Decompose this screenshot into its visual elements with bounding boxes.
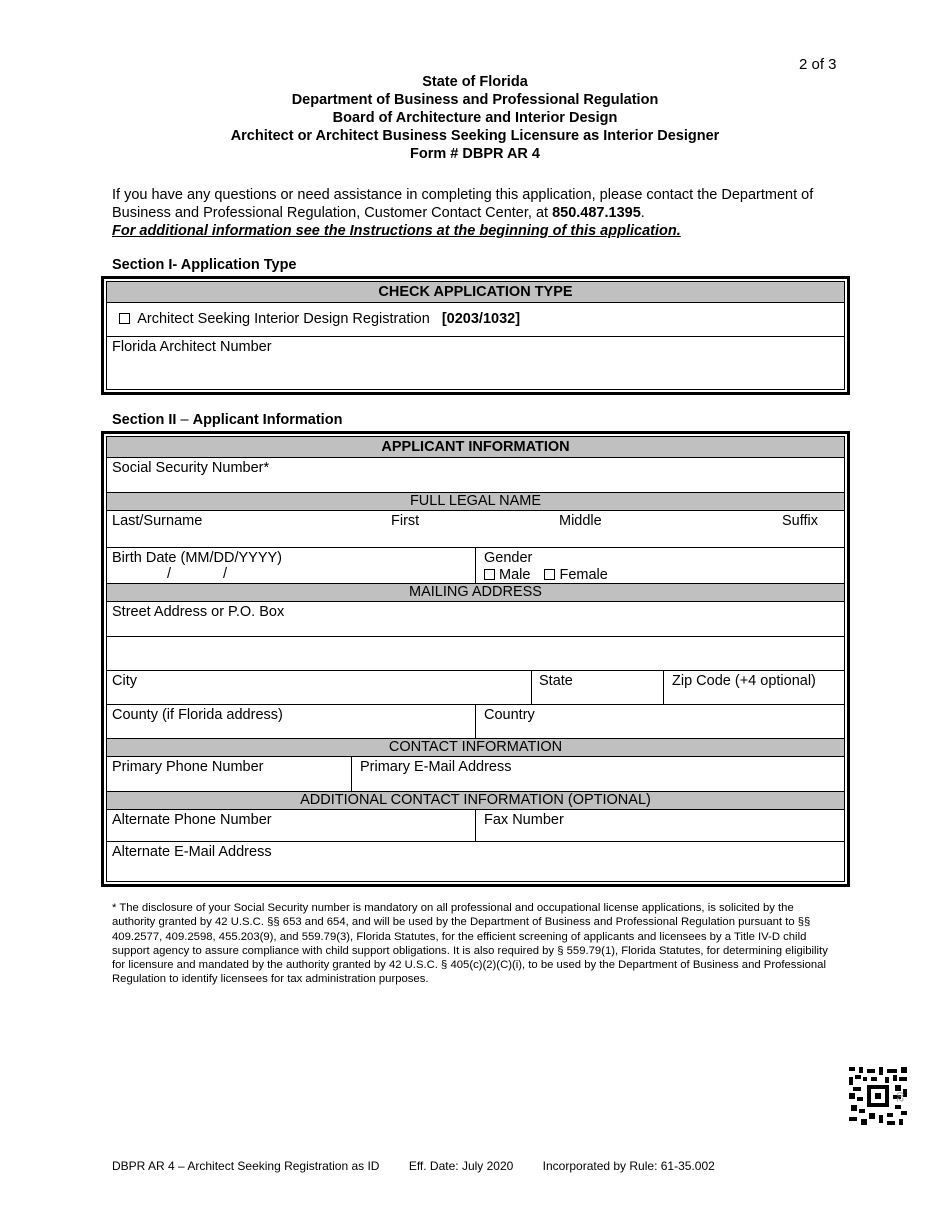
- checkbox-icon[interactable]: [119, 313, 130, 324]
- application-type-code: [0203/1032]: [441, 311, 521, 327]
- street-address-line2-field[interactable]: [107, 637, 844, 671]
- city-field[interactable]: [107, 671, 531, 704]
- alt-email-label: Alternate E-Mail Address: [112, 844, 272, 860]
- street-address-field[interactable]: [107, 602, 844, 637]
- qr-label: 02: [895, 1092, 905, 1103]
- architect-number-field[interactable]: [107, 337, 844, 389]
- ssn-label: Social Security Number*: [112, 460, 270, 476]
- contact-phone: 850.487.1395: [552, 205, 641, 221]
- last-name-field[interactable]: Last/Surname: [112, 513, 203, 529]
- application-type-row: [107, 303, 844, 337]
- state-field[interactable]: [531, 671, 663, 704]
- legal-name-heading: FULL LEGAL NAME: [107, 493, 844, 511]
- county-field[interactable]: [107, 705, 475, 738]
- header-state: State of Florida: [422, 74, 528, 90]
- architect-number-label: Florida Architect Number: [112, 339, 272, 355]
- alt-phone-fax-row: [107, 810, 844, 842]
- zip-label: Zip Code (+4 optional): [672, 673, 816, 689]
- primary-email-label: Primary E-Mail Address: [360, 759, 512, 775]
- birth-date-field[interactable]: [107, 548, 475, 583]
- zip-field[interactable]: [663, 671, 844, 704]
- page-number: 2 of 3: [799, 56, 837, 73]
- mailing-address-heading: MAILING ADDRESS: [107, 584, 844, 602]
- county-country-row: [107, 705, 844, 739]
- ssn-disclosure-footnote: * The disclosure of your Social Security number is mandatory on all professional and occupational license applications, is solicited by the authority granted by 42 U.S.C. §§ 653 and 654, and will be used by the Department of Business and Professional Regulation pursuant to §§ 409.2577, 409.2598, 455.203(9), and 559.79(3), Florida Statutes, for the efficient screening of applicants and licensees by a Title IV-D child support agency to assure compliance with child support obligations. It is also required by § 559.79(1), Florida Statutes, for determining eligibility for licensure and mandated by the authority granted by 42 U.S.C. § 405(c)(2)(C)(i), to be used by the Department of Business and Professional Regulation to identify licensees for tax administration purposes.: [112, 902, 828, 986]
- city-label: City: [112, 673, 137, 689]
- checkbox-icon[interactable]: [544, 569, 555, 580]
- county-label: County (if Florida address): [112, 707, 283, 723]
- suffix-field[interactable]: Suffix: [782, 513, 819, 529]
- contact-info-heading: CONTACT INFORMATION: [107, 739, 844, 757]
- instructions-note: For additional information see the Instructions at the beginning of this application.: [112, 223, 681, 239]
- alt-phone-field[interactable]: [107, 810, 475, 841]
- application-type-option[interactable]: Architect Seeking Interior Design Registration: [137, 311, 430, 327]
- footer-effective-date: Eff. Date: July 2020: [408, 1159, 514, 1173]
- male-option[interactable]: Male: [499, 567, 531, 583]
- header-form-title: Architect or Architect Business Seeking Licensure as Interior Designer: [230, 128, 720, 144]
- checkbox-icon[interactable]: [484, 569, 495, 580]
- header-department: Department of Business and Professional Regulation: [291, 92, 659, 108]
- header-form-number: Form # DBPR AR 4: [410, 146, 540, 162]
- primary-phone-label: Primary Phone Number: [112, 759, 264, 775]
- first-name-field[interactable]: First: [391, 513, 420, 529]
- alt-email-field[interactable]: [107, 842, 844, 881]
- fax-field[interactable]: [475, 810, 844, 841]
- street-address-label: Street Address or P.O. Box: [112, 604, 285, 620]
- city-state-zip-row: [107, 671, 844, 705]
- legal-name-row: [107, 511, 844, 548]
- country-field[interactable]: [475, 705, 844, 738]
- ssn-field[interactable]: [107, 458, 844, 493]
- applicant-info-heading: APPLICANT INFORMATION: [107, 437, 844, 458]
- birth-date-separator-1: /: [167, 566, 172, 582]
- additional-contact-heading: ADDITIONAL CONTACT INFORMATION (OPTIONAL): [107, 792, 844, 810]
- form-header: [0, 73, 950, 163]
- gender-label: Gender: [484, 550, 533, 566]
- middle-name-field[interactable]: Middle: [559, 513, 602, 529]
- footer-rule: Incorporated by Rule: 61-35.002: [542, 1159, 715, 1173]
- primary-email-field[interactable]: [351, 757, 844, 791]
- birth-gender-row: [107, 548, 844, 584]
- country-label: Country: [484, 707, 535, 723]
- section2-box: [101, 431, 850, 887]
- intro-paragraph: [112, 186, 832, 240]
- primary-phone-field[interactable]: [107, 757, 351, 791]
- contact-row: [107, 757, 844, 792]
- intro-text: If you have any questions or need assistance in completing this application, please contact the Department of Business and Professional Regulation, Customer Contact Center, at 850.487.1395.: [112, 187, 814, 221]
- section1-title: Section I- Application Type: [112, 257, 297, 273]
- state-label: State: [539, 673, 573, 689]
- section1-heading: CHECK APPLICATION TYPE: [107, 282, 844, 303]
- gender-field: [475, 548, 844, 583]
- footer-form-name: DBPR AR 4 – Architect Seeking Registration as ID: [112, 1159, 380, 1173]
- page-footer: [112, 1159, 741, 1173]
- birth-date-separator-2: /: [223, 566, 228, 582]
- female-option[interactable]: Female: [559, 567, 608, 583]
- birth-date-label: Birth Date (MM/DD/YYYY): [112, 550, 282, 566]
- alt-phone-label: Alternate Phone Number: [112, 812, 272, 828]
- header-board: Board of Architecture and Interior Design: [332, 110, 618, 126]
- section2-title: Section II – Applicant Information: [112, 412, 343, 428]
- fax-label: Fax Number: [484, 812, 564, 828]
- section1-box: [101, 276, 850, 395]
